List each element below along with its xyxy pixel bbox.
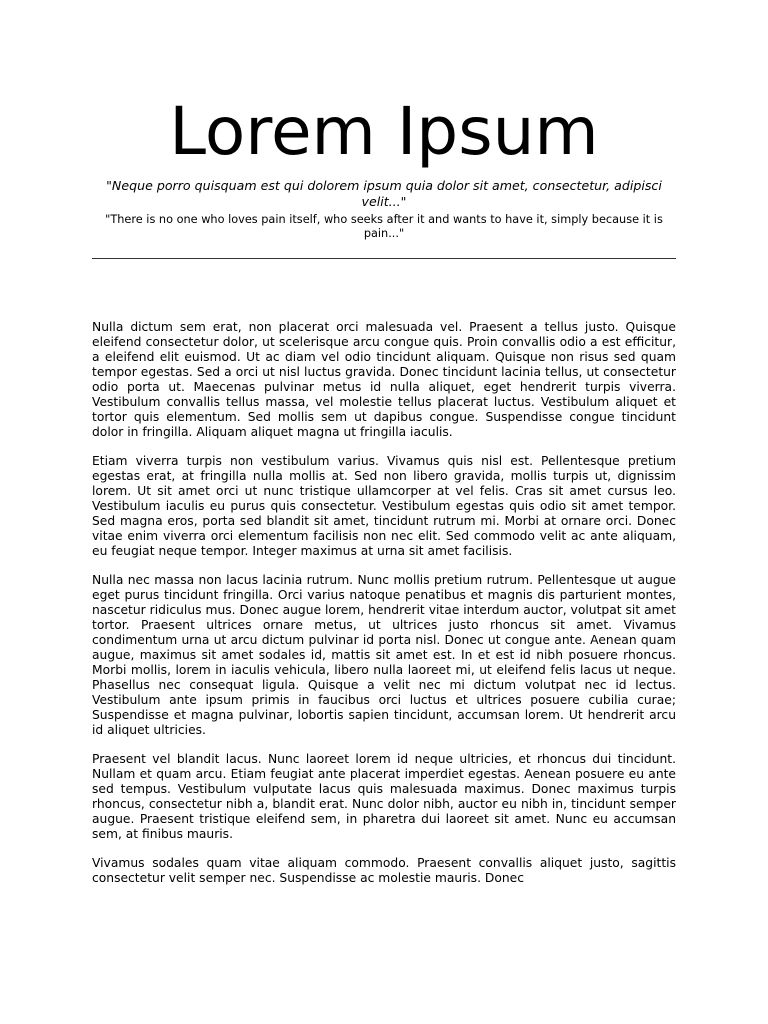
paragraph-1: Nulla dictum sem erat, non placerat orci malesuada vel. Praesent a tellus justo. Quisque eleifend consectetur dolor, ut scelerisque arcu congue quis. Proin convallis odio a est efficitur, a eleifend elit euismod. Ut ac diam vel odio tincidunt aliquam. Quisque non risus sed quam tempor egestas. Sed a orci ut nisl luctus gravida. Donec tincidunt lacinia tellus, ut consectetur odio porta ut. Maecenas pulvinar metus id nulla aliquet, eget hendrerit turpis viverra. Vestibulum convallis tellus massa, vel molestie tellus placerat luctus. Vestibulum aliquet et tortor quis elementum. Sed mollis sem ut dapibus congue. Suspendisse congue tincidunt dolor in fringilla. Aliquam aliquet magna ut fringilla iaculis. [92,320,676,439]
body-text [92,320,676,928]
paragraph-4: Praesent vel blandit lacus. Nunc laoreet lorem id neque ultricies, et rhoncus dui tincidunt. Nullam et quam arcu. Etiam feugiat ante placerat imperdiet egestas. Aenean posuere eu ante sed tempus. Vestibulum vulputate lacus quis malesuada maximus. Donec maximus turpis rhoncus, consectetur nibh a, blandit erat. Nunc dolor nibh, auctor eu nibh in, tincidunt semper augue. Praesent tristique eleifend sem, in pharetra dui laoreet sit amet. Nunc eu accumsan sem, at finibus mauris. [92,752,676,841]
latin-quote: "Neque porro quisquam est qui dolorem ipsum quia dolor sit amet, consectetur, adipisci velit..." [106,178,662,209]
header-divider [92,258,676,259]
paragraph-2: Etiam viverra turpis non vestibulum varius. Vivamus quis nisl est. Pellentesque pretium egestas erat, at fringilla nulla mollis at. Sed non libero gravida, mollis turpis ut, dignissim lorem. Ut sit amet orci ut nunc tristique ullamcorper at vel felis. Cras sit amet cursus leo. Vestibulum iaculis eu purus quis consectetur. Vestibulum egestas quis odio sit amet tempor. Sed magna eros, porta sed blandit sit amet, tincidunt rutrum mi. Morbi at ornare orci. Donec vitae enim viverra orci elementum facilisis non nec elit. Sed commodo velit ac ante aliquam, eu feugiat neque tempor. Integer maximus at urna sit amet facilisis. [92,454,676,558]
paragraph-5: Vivamus sodales quam vitae aliquam commodo. Praesent convallis aliquet justo, sagittis consectetur velit semper nec. Suspendisse ac molestie mauris. Donec [92,856,676,885]
document-title: Lorem Ipsum [169,93,599,170]
paragraph-3: Nulla nec massa non lacus lacinia rutrum. Nunc mollis pretium rutrum. Pellentesque ut augue eget purus tincidunt fringilla. Orci varius natoque penatibus et magnis dis parturient montes, nascetur ridiculus mus. Donec augue lorem, hendrerit vitae interdum auctor, volutpat sit amet tortor. Praesent ultrices ornare metus, ut ultrices justo rhoncus sit amet. Vivamus condimentum urna ut arcu dictum pulvinar id porta nisl. Donec ut congue ante. Aenean quam augue, maximus sit amet sodales id, mattis sit amet est. In et est id nibh posuere rhoncus. Morbi mollis, lorem in iaculis vehicula, libero nulla laoreet mi, ut eleifend felis lacus ut neque. Phasellus nec consequat ligula. Quisque a velit nec mi dictum volutpat nec id lectus. Vestibulum ante ipsum primis in faucibus orci luctus et ultrices posuere cubilia curae; Suspendisse et magna pulvinar, lobortis sapien tincidunt, accumsan lorem. Ut hendrerit arcu id aliquet ultricies. [92,573,676,737]
english-quote: "There is no one who loves pain itself, who seeks after it and wants to have it, simply because it is pain..." [105,213,663,240]
